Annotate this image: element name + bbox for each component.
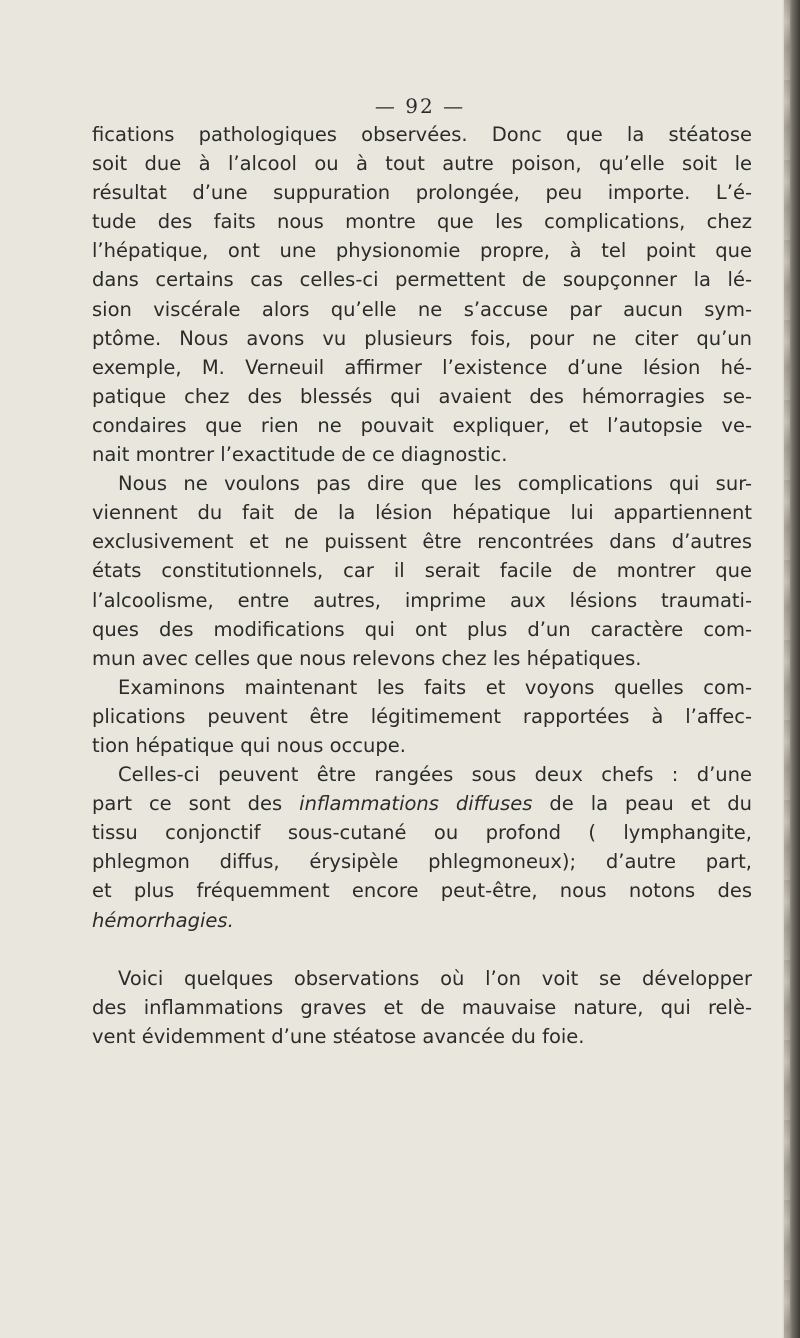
text-line: patique chez des blessés qui avaient des hémorragies se- xyxy=(92,384,752,408)
text-line: mun avec celles que nous relevons chez les hépatiques. xyxy=(92,646,642,670)
text-line: dans certains cas celles-ci permettent de soupçonner la lé- xyxy=(92,268,752,292)
text-line: Voici quelques observations où l’on voit se développer xyxy=(118,966,752,990)
text-line: soit due à l’alcool ou à tout autre poison, qu’elle soit le xyxy=(92,152,752,176)
text-line: tissu conjonctif sous-cutané ou profond ( lymphangite, xyxy=(92,821,752,845)
text-line: ques des modifications qui ont plus d’un caractère com- xyxy=(92,617,752,641)
italic-term: inflammations diffuses xyxy=(299,792,533,816)
paragraph-3 xyxy=(92,673,752,760)
text-line: des inflammations graves et de mauvaise nature, qui relè- xyxy=(92,995,752,1019)
text-line: Nous ne voulons pas dire que les complications qui sur- xyxy=(118,472,752,496)
text-line: l’hépatique, ont une physionomie propre, à tel point que xyxy=(92,239,752,263)
text-line: fications pathologiques observées. Donc que la stéatose xyxy=(92,123,752,146)
page-number: — 92 — xyxy=(374,94,466,118)
paragraph-4 xyxy=(92,760,752,935)
text-line: phlegmon diffus, érysipèle phlegmoneux); d’autre part, xyxy=(92,850,752,874)
paragraph-gap xyxy=(92,935,752,964)
text-line-mixed xyxy=(92,789,752,818)
text-line: nait montrer l’exactitude de ce diagnostic. xyxy=(92,443,508,467)
text-line: exemple, M. Verneuil affirmer l’existence d’une lésion hé- xyxy=(92,355,752,379)
text-line xyxy=(92,906,752,935)
text-line: états constitutionnels, car il serait facile de montrer que xyxy=(92,559,752,583)
text-line: tude des faits nous montre que les complications, chez xyxy=(92,210,752,234)
text-line: condaires que rien ne pouvait expliquer, et l’autopsie ve- xyxy=(92,413,752,437)
text-line: Examinons maintenant les faits et voyons quelles com- xyxy=(118,675,752,699)
page-edge-fold xyxy=(784,0,790,1338)
text-line: sion viscérale alors qu’elle ne s’accuse par aucun sym- xyxy=(92,297,752,321)
text-line: Celles-ci peuvent être rangées sous deux chefs : d’une xyxy=(118,763,752,787)
text-line: tion hépatique qui nous occupe. xyxy=(92,733,406,757)
text-fragment: de la peau et du xyxy=(549,792,752,816)
italic-term: hémorrhagies. xyxy=(92,908,234,932)
text-line: et plus fréquemment encore peut-être, nous notons des xyxy=(92,879,752,903)
paragraph-2 xyxy=(92,469,752,673)
text-line: plications peuvent être légitimement rapportées à l’affec- xyxy=(92,704,752,728)
text-line: résultat d’une suppuration prolongée, peu importe. L’é- xyxy=(92,181,752,205)
text-fragment: part ce sont des xyxy=(92,792,283,816)
text-line: exclusivement et ne puissent être rencontrées dans d’autres xyxy=(92,530,752,554)
page-body xyxy=(92,120,752,1051)
paragraph-5 xyxy=(92,964,752,1051)
text-line: vent évidemment d’une stéatose avancée du foie. xyxy=(92,1024,585,1048)
text-line: viennent du fait de la lésion hépatique lui appartiennent xyxy=(92,501,752,525)
text-line: l’alcoolisme, entre autres, imprime aux lésions traumati- xyxy=(92,588,752,612)
text-line: ptôme. Nous avons vu plusieurs fois, pour ne citer qu’un xyxy=(92,326,752,350)
paragraph-1 xyxy=(92,120,752,469)
